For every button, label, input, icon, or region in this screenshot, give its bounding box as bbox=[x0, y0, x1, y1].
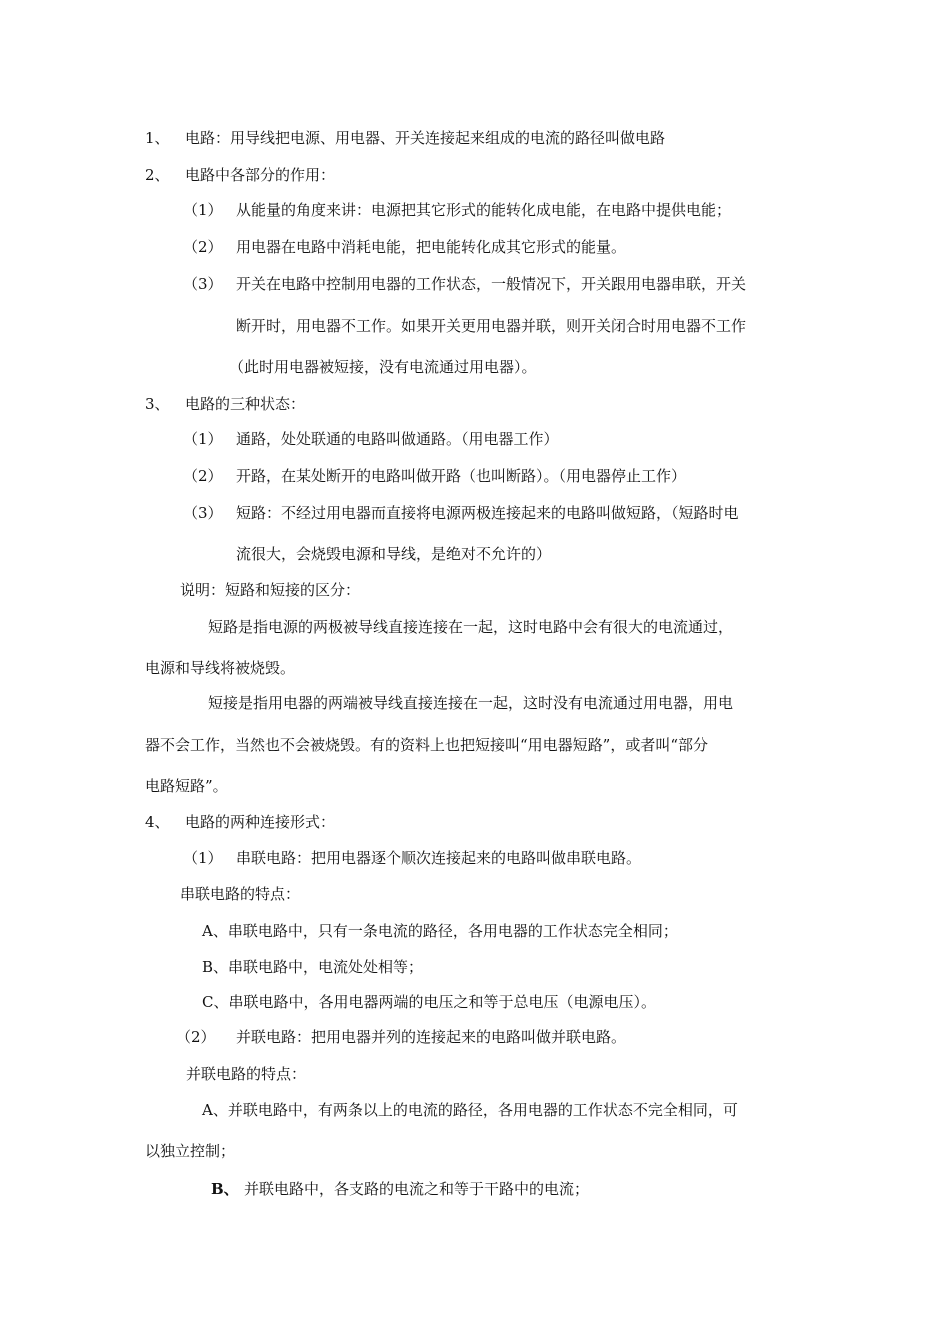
parallel-feature-a-line-1: A、并联电路中，有两条以上的电流的路径，各用电器的工作状态不完全相同，可 bbox=[202, 1101, 738, 1119]
section-3-item-2-number: （2） bbox=[183, 467, 223, 485]
section-2-item-2-text: 用电器在电路中消耗电能，把电能转化成其它形式的能量。 bbox=[236, 238, 627, 256]
note-paragraph-2-line-2: 器不会工作，当然也不会被烧毁。有的资料上也把短接叫“用电器短路”，或者叫“部分 bbox=[145, 736, 709, 754]
parallel-feature-a-line-2: 以独立控制； bbox=[145, 1142, 236, 1160]
section-2-item-3-continuation-1: 断开时，用电器不工作。如果开关更用电器并联，则开关闭合时用电器不工作 bbox=[236, 317, 747, 335]
parallel-feature-b-label: B、 bbox=[211, 1180, 239, 1198]
series-feature-c: C、串联电路中，各用电器两端的电压之和等于总电压（电源电压）。 bbox=[202, 993, 656, 1011]
note-paragraph-2-line-3: 电路短路”。 bbox=[145, 777, 228, 795]
section-3-title: 电路的三种状态： bbox=[185, 395, 306, 413]
note-title: 说明：短路和短接的区分： bbox=[180, 581, 361, 599]
section-2-item-2-number: （2） bbox=[183, 238, 223, 256]
section-3-item-3-number: （3） bbox=[183, 504, 223, 522]
parallel-definition: 并联电路：把用电器并列的连接起来的电路叫做并联电路。 bbox=[236, 1028, 627, 1046]
section-1-number: 1、 bbox=[145, 129, 170, 147]
parallel-feature-b: 并联电路中，各支路的电流之和等于干路中的电流； bbox=[244, 1180, 590, 1198]
section-3-item-1-number: （1） bbox=[183, 430, 223, 448]
section-2-item-3-number: （3） bbox=[183, 275, 223, 293]
section-4-title: 电路的两种连接形式： bbox=[185, 813, 336, 831]
section-2-item-1-text: 从能量的角度来讲：电源把其它形式的能转化成电能，在电路中提供电能； bbox=[236, 201, 732, 219]
section-3-item-2-text: 开路，在某处断开的电路叫做开路（也叫断路）。（用电器停止工作） bbox=[236, 467, 687, 485]
section-1-text: 电路：用导线把电源、用电器、开关连接起来组成的电流的路径叫做电路 bbox=[185, 129, 666, 147]
series-features-title: 串联电路的特点： bbox=[180, 885, 301, 903]
parallel-features-title: 并联电路的特点： bbox=[186, 1065, 307, 1083]
note-paragraph-2-line-1: 短接是指用电器的两端被导线直接连接在一起，这时没有电流通过用电器，用电 bbox=[208, 694, 734, 712]
section-3-item-1-text: 通路，处处联通的电路叫做通路。（用电器工作） bbox=[236, 430, 559, 448]
section-4-number: 4、 bbox=[145, 813, 170, 831]
section-2-number: 2、 bbox=[145, 166, 170, 184]
parallel-number: （2） bbox=[176, 1028, 216, 1046]
section-3-item-3-text: 短路：不经过用电器而直接将电源两极连接起来的电路叫做短路，（短路时电 bbox=[236, 504, 739, 522]
section-2-item-3-continuation-2: （此时用电器被短接，没有电流通过用电器）。 bbox=[229, 358, 537, 376]
section-2-item-1-number: （1） bbox=[183, 201, 223, 219]
series-definition: 串联电路：把用电器逐个顺次连接起来的电路叫做串联电路。 bbox=[236, 849, 642, 867]
note-paragraph-1-line-2: 电源和导线将被烧毁。 bbox=[145, 659, 296, 677]
section-2-title: 电路中各部分的作用： bbox=[185, 166, 336, 184]
series-feature-a: A、串联电路中，只有一条电流的路径，各用电器的工作状态完全相同； bbox=[202, 922, 678, 940]
series-number: （1） bbox=[183, 849, 223, 867]
section-3-item-3-continuation: 流很大，会烧毁电源和导线，是绝对不允许的） bbox=[236, 545, 552, 563]
note-paragraph-1-line-1: 短路是指电源的两极被导线直接连接在一起，这时电路中会有很大的电流通过， bbox=[208, 618, 734, 636]
section-3-number: 3、 bbox=[145, 395, 170, 413]
section-2-item-3-text: 开关在电路中控制用电器的工作状态，一般情况下，开关跟用电器串联，开关 bbox=[236, 275, 747, 293]
series-feature-b: B、串联电路中，电流处处相等； bbox=[202, 958, 424, 976]
